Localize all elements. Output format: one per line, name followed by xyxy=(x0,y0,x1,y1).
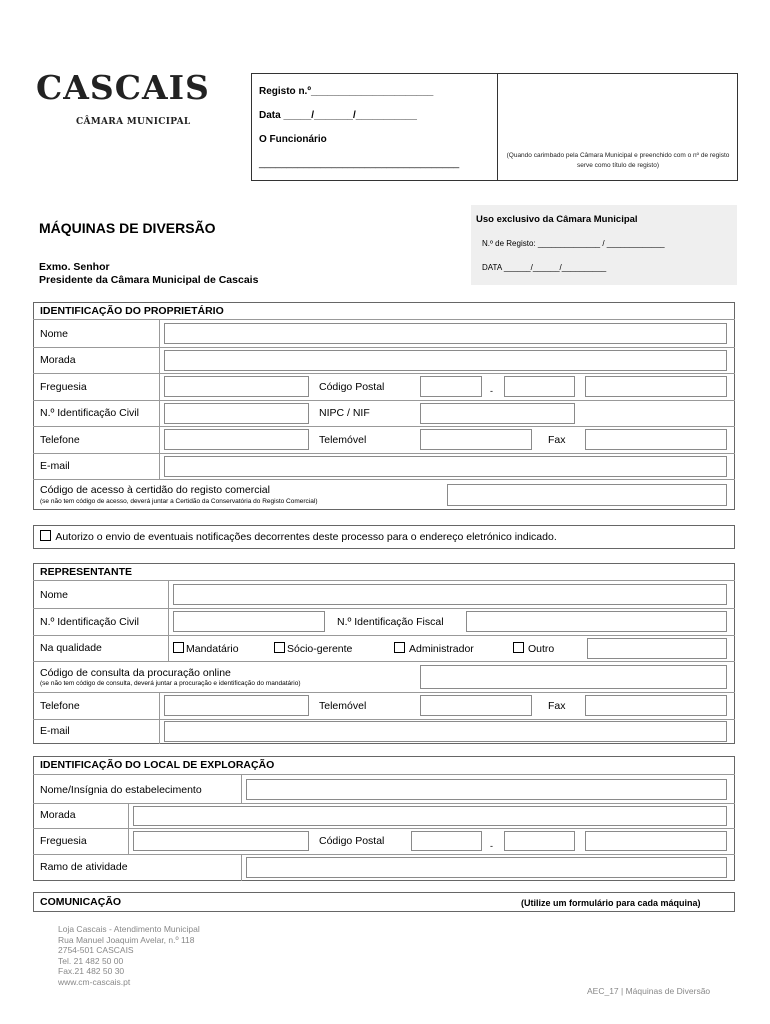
local-codigo-postal-label: Código Postal xyxy=(319,835,385,847)
owner-nipc-field[interactable] xyxy=(420,403,575,424)
owner-email-label: E-mail xyxy=(40,460,70,472)
owner-telefone-label: Telefone xyxy=(40,434,80,446)
uso-exclusivo-title: Uso exclusivo da Câmara Municipal xyxy=(476,214,638,225)
funcionario-line: ____________________________________ xyxy=(259,158,460,169)
footer-line: Fax.21 482 50 30 xyxy=(58,966,125,976)
owner-localidade-field[interactable] xyxy=(585,376,727,397)
addressee xyxy=(39,261,258,287)
row-divider xyxy=(33,373,735,374)
rep-nome-label: Nome xyxy=(40,589,69,601)
footer-form-code: AEC_17 | Máquinas de Diversão xyxy=(587,986,711,996)
rep-id-fiscal-field[interactable] xyxy=(466,611,727,632)
column-divider xyxy=(168,580,169,661)
owner-nome-field[interactable] xyxy=(164,323,727,344)
row-divider xyxy=(33,319,735,320)
local-morada-field[interactable] xyxy=(133,806,727,826)
local-localidade-field[interactable] xyxy=(585,831,727,851)
footer-link[interactable]: www.cm-cascais.pt xyxy=(58,976,131,987)
footer-line: 2754-501 CASCAIS xyxy=(58,945,134,955)
local-postal-prefix-field[interactable] xyxy=(411,831,482,851)
owner-telemovel-field[interactable] xyxy=(420,429,532,450)
local-ramo-field[interactable] xyxy=(246,857,727,878)
logo-subtitle: CÂMARA MUNICIPAL xyxy=(76,117,191,127)
rep-outro-option[interactable] xyxy=(513,642,554,655)
footer-line: Tel. 21 482 50 00 xyxy=(58,955,124,966)
local-freguesia-field[interactable] xyxy=(133,831,309,851)
row-divider xyxy=(33,400,735,401)
funcionario-label: O Funcionário xyxy=(259,134,327,145)
rep-section-heading: REPRESENTANTE xyxy=(40,566,132,578)
footer-line: Loja Cascais - Atendimento Municipal xyxy=(58,924,200,934)
comunicacao-note: (Utilize um formulário para cada máquina) xyxy=(521,898,701,908)
page-title: MÁQUINAS DE DIVERSÃO xyxy=(39,220,216,236)
row-divider xyxy=(33,608,735,609)
rep-outro-field[interactable] xyxy=(587,638,727,659)
row-divider xyxy=(33,774,735,775)
owner-fax-field[interactable] xyxy=(585,429,727,450)
row-divider xyxy=(33,426,735,427)
row-divider xyxy=(33,347,735,348)
row-divider xyxy=(33,854,735,855)
local-postal-suffix-field[interactable] xyxy=(504,831,575,851)
row-divider xyxy=(33,692,735,693)
column-divider xyxy=(241,774,242,803)
comunicacao-heading: COMUNICAÇÃO xyxy=(40,896,122,908)
rep-administrador-label: Administrador xyxy=(409,643,474,655)
row-divider xyxy=(33,661,735,662)
owner-codigo-postal-label: Código Postal xyxy=(319,381,385,393)
rep-telefone-field[interactable] xyxy=(164,695,309,716)
column-divider xyxy=(241,854,242,881)
rep-telefone-label: Telefone xyxy=(40,700,80,712)
rep-email-field[interactable] xyxy=(164,721,727,742)
addressee-line-2: Presidente da Câmara Municipal de Cascais xyxy=(39,274,259,286)
local-nome-field[interactable] xyxy=(246,779,727,800)
local-ramo-label: Ramo de atividade xyxy=(40,861,128,873)
owner-nipc-label: NIPC / NIF xyxy=(319,407,370,419)
column-divider xyxy=(128,803,129,854)
autorizo-label: Autorizo o envio de eventuais notificações decorrentes deste processo para o endereço eletrónico indicado. xyxy=(55,531,557,543)
owner-telefone-field[interactable] xyxy=(164,429,309,450)
row-divider xyxy=(33,580,735,581)
rep-outro-checkbox[interactable] xyxy=(513,642,524,653)
row-divider xyxy=(33,635,735,636)
rep-fax-field[interactable] xyxy=(585,695,727,716)
uso-data-line: DATA ______/______/__________ xyxy=(482,263,607,272)
owner-freguesia-field[interactable] xyxy=(164,376,309,397)
rep-administrador-checkbox[interactable] xyxy=(394,642,405,653)
owner-postal-prefix-field[interactable] xyxy=(420,376,482,397)
row-divider xyxy=(33,453,735,454)
rep-socio-label: Sócio-gerente xyxy=(287,643,353,655)
owner-section-heading: IDENTIFICAÇÃO DO PROPRIETÁRIO xyxy=(40,305,224,317)
owner-codigo-acesso-field[interactable] xyxy=(447,484,727,506)
autorizo-row[interactable] xyxy=(40,530,557,543)
rep-telemovel-label: Telemóvel xyxy=(319,700,367,712)
owner-morada-field[interactable] xyxy=(164,350,727,371)
autorizo-checkbox[interactable] xyxy=(40,530,51,541)
rep-codigo-field[interactable] xyxy=(420,665,727,689)
rep-codigo-note: (se não tem código de consulta, deverá juntar a procuração e identificação do mandatário) xyxy=(40,680,301,687)
footer-line: Rua Manuel Joaquim Avelar, n.º 118 xyxy=(58,934,195,945)
column-divider xyxy=(159,692,160,744)
rep-administrador-option[interactable] xyxy=(394,642,474,655)
rep-telemovel-field[interactable] xyxy=(420,695,532,716)
rep-nome-field[interactable] xyxy=(173,584,727,605)
registo-number-line: Registo n.º______________________ xyxy=(259,86,434,97)
rep-socio-checkbox[interactable] xyxy=(274,642,285,653)
rep-id-civil-field[interactable] xyxy=(173,611,325,632)
row-divider xyxy=(33,479,735,480)
registo-date-line: Data _____/_______/___________ xyxy=(259,110,417,121)
cascais-logo: CASCAIS xyxy=(36,68,210,107)
owner-email-field[interactable] xyxy=(164,456,727,477)
postal-dash: - xyxy=(490,386,493,396)
local-section-heading: IDENTIFICAÇÃO DO LOCAL DE EXPLORAÇÃO xyxy=(40,759,275,771)
postal-dash: - xyxy=(490,841,493,851)
owner-fax-label: Fax xyxy=(548,434,566,446)
rep-qualidade-label: Na qualidade xyxy=(40,642,102,654)
owner-postal-suffix-field[interactable] xyxy=(504,376,575,397)
rep-mandatario-checkbox[interactable] xyxy=(173,642,184,653)
rep-email-label: E-mail xyxy=(40,725,70,737)
registo-note: (Quando carimbado pela Câmara Municipal e preenchido com o nº de registo serve como título de registo) xyxy=(506,152,730,169)
owner-freguesia-label: Freguesia xyxy=(40,381,87,393)
registo-divider xyxy=(497,73,498,181)
owner-telemovel-label: Telemóvel xyxy=(319,434,367,446)
owner-codigo-acesso-note: (se não tem código de acesso, deverá juntar a Certidão da Conservatória do Registo Comercial) xyxy=(40,498,318,505)
local-freguesia-label: Freguesia xyxy=(40,835,87,847)
rep-socio-option[interactable] xyxy=(274,642,352,655)
uso-registo-line: N.º de Registo: ______________ / _____________ xyxy=(482,239,665,248)
row-divider xyxy=(33,828,735,829)
owner-codigo-acesso-label: Código de acesso à certidão do registo comercial xyxy=(40,484,270,496)
owner-nome-label: Nome xyxy=(40,328,69,340)
local-morada-label: Morada xyxy=(40,809,76,821)
rep-mandatario-label: Mandatário xyxy=(186,643,239,655)
rep-mandatario-option[interactable] xyxy=(173,642,239,655)
row-divider xyxy=(33,719,735,720)
rep-id-civil-label: N.º Identificação Civil xyxy=(40,616,139,628)
owner-id-civil-field[interactable] xyxy=(164,403,309,424)
column-divider xyxy=(159,319,160,479)
rep-outro-label: Outro xyxy=(528,643,555,655)
row-divider xyxy=(33,803,735,804)
footer-address xyxy=(58,924,200,987)
addressee-line-1: Exmo. Senhor xyxy=(39,261,110,273)
owner-morada-label: Morada xyxy=(40,354,76,366)
owner-id-civil-label: N.º Identificação Civil xyxy=(40,407,139,419)
rep-id-fiscal-label: N.º Identificação Fiscal xyxy=(337,616,444,628)
rep-fax-label: Fax xyxy=(548,700,566,712)
rep-codigo-label: Código de consulta da procuração online xyxy=(40,667,231,679)
local-nome-label: Nome/Insígnia do estabelecimento xyxy=(40,784,202,796)
